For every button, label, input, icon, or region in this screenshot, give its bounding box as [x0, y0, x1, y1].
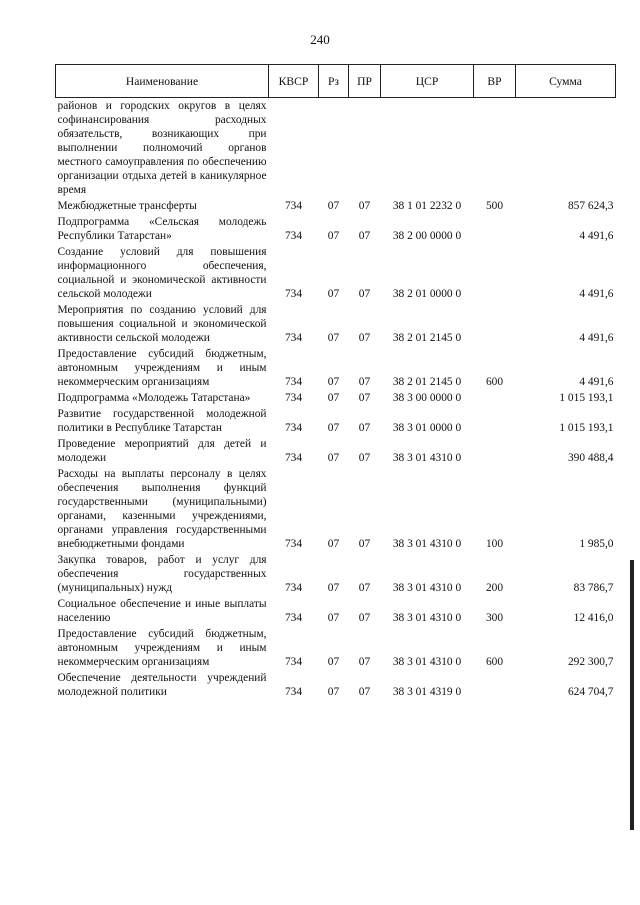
table-row — [56, 244, 616, 302]
cell-pr: 07 — [358, 422, 371, 434]
cell-pr: 07 — [358, 538, 371, 550]
cell-rz: 07 — [327, 452, 340, 464]
header-sum: Сумма — [516, 65, 616, 98]
cell-pr: 07 — [358, 582, 371, 594]
cell-csr: 38 3 01 4310 0 — [392, 452, 462, 464]
budget-table — [55, 64, 616, 700]
cell-vr — [474, 436, 516, 466]
page-number: 240 — [310, 32, 330, 47]
cell-sum: 857 624,3 — [567, 200, 614, 212]
cell-vr: 600 — [485, 376, 504, 388]
cell-pr: 07 — [358, 288, 371, 300]
scan-edge-mark — [630, 560, 634, 830]
cell-rz: 07 — [327, 656, 340, 668]
cell-kvsr: 734 — [284, 686, 303, 698]
cell-vr — [474, 406, 516, 436]
cell-vr — [474, 670, 516, 700]
cell-pr: 07 — [358, 376, 371, 388]
table-header-row — [56, 65, 616, 98]
cell-csr: 38 2 01 2145 0 — [392, 332, 462, 344]
cell-vr: 100 — [485, 538, 504, 550]
cell-vr — [474, 302, 516, 346]
cell-rz: 07 — [327, 288, 340, 300]
cell-kvsr: 734 — [284, 288, 303, 300]
cell-csr: 38 3 01 0000 0 — [392, 422, 462, 434]
table-row — [56, 214, 616, 244]
table-row — [56, 346, 616, 390]
cell-vr — [474, 98, 516, 199]
cell-csr: 38 1 01 2232 0 — [392, 200, 462, 212]
cell-sum: 4 491,6 — [579, 332, 614, 344]
cell-name: районов и городских округов в целях софинансирования расходных обязательств, возникающих при выполнении полномочий органов местного самоуправления по обеспечению организации отдыха детей в каникулярное время — [57, 100, 267, 196]
cell-rz — [319, 98, 349, 199]
cell-kvsr: 734 — [284, 230, 303, 242]
cell-vr: 600 — [485, 656, 504, 668]
cell-sum: 12 416,0 — [573, 612, 614, 624]
cell-csr: 38 2 01 0000 0 — [392, 288, 462, 300]
cell-name: Подпрограмма «Сельская молодежь Республики Татарстан» — [57, 216, 267, 242]
cell-rz: 07 — [327, 230, 340, 242]
cell-kvsr — [269, 98, 319, 199]
table-row — [56, 390, 616, 406]
cell-sum: 1 015 193,1 — [559, 422, 614, 434]
cell-sum: 4 491,6 — [579, 288, 614, 300]
cell-kvsr: 734 — [284, 392, 303, 404]
cell-kvsr: 734 — [284, 422, 303, 434]
cell-sum: 624 704,7 — [567, 686, 614, 698]
cell-name: Закупка товаров, работ и услуг для обеспечения государственных (муниципальных) нужд — [57, 554, 267, 594]
cell-rz: 07 — [327, 376, 340, 388]
cell-sum: 1 985,0 — [579, 538, 614, 550]
cell-pr: 07 — [358, 392, 371, 404]
cell-rz: 07 — [327, 538, 340, 550]
table-row — [56, 466, 616, 552]
table-row — [56, 98, 616, 199]
cell-csr — [381, 98, 474, 199]
cell-rz: 07 — [327, 686, 340, 698]
cell-csr: 38 3 01 4310 0 — [392, 612, 462, 624]
table-row — [56, 406, 616, 436]
cell-sum: 292 300,7 — [567, 656, 614, 668]
cell-kvsr: 734 — [284, 612, 303, 624]
table-row — [56, 552, 616, 596]
cell-pr: 07 — [358, 200, 371, 212]
cell-vr: 200 — [485, 582, 504, 594]
cell-csr: 38 2 00 0000 0 — [392, 230, 462, 242]
cell-name: Мероприятия по созданию условий для повышения социальной и экономической активности сельской молодежи — [57, 304, 267, 344]
cell-kvsr: 734 — [284, 656, 303, 668]
cell-name: Подпрограмма «Молодежь Татарстана» — [57, 392, 251, 404]
cell-csr: 38 3 01 4310 0 — [392, 582, 462, 594]
cell-rz: 07 — [327, 332, 340, 344]
cell-csr: 38 2 01 2145 0 — [392, 376, 462, 388]
table-body — [56, 98, 616, 701]
cell-kvsr: 734 — [284, 538, 303, 550]
cell-kvsr: 734 — [284, 582, 303, 594]
cell-vr — [474, 214, 516, 244]
cell-pr: 07 — [358, 656, 371, 668]
table-row — [56, 670, 616, 700]
cell-rz: 07 — [327, 582, 340, 594]
header-rz: Рз — [319, 65, 349, 98]
table-row — [56, 626, 616, 670]
cell-kvsr: 734 — [284, 452, 303, 464]
cell-csr: 38 3 01 4319 0 — [392, 686, 462, 698]
cell-name: Межбюджетные трансферты — [57, 200, 197, 212]
cell-name: Проведение мероприятий для детей и молодежи — [57, 438, 267, 464]
cell-sum: 1 015 193,1 — [559, 392, 614, 404]
cell-pr: 07 — [358, 230, 371, 242]
cell-pr: 07 — [358, 452, 371, 464]
cell-rz: 07 — [327, 200, 340, 212]
cell-sum: 4 491,6 — [579, 376, 614, 388]
cell-csr: 38 3 00 0000 0 — [392, 392, 462, 404]
cell-name: Социальное обеспечение и иные выплаты населению — [57, 598, 267, 624]
cell-name: Развитие государственной молодежной политики в Республике Татарстан — [57, 408, 267, 434]
table-row — [56, 596, 616, 626]
cell-sum — [516, 98, 616, 199]
cell-pr: 07 — [358, 686, 371, 698]
cell-sum: 83 786,7 — [573, 582, 614, 594]
cell-name: Создание условий для повышения информационного обеспечения, социальной и экономической активности сельской молодежи — [57, 246, 267, 300]
cell-sum: 390 488,4 — [567, 452, 614, 464]
cell-pr: 07 — [358, 332, 371, 344]
cell-vr — [474, 390, 516, 406]
cell-kvsr: 734 — [284, 332, 303, 344]
header-csr: ЦСР — [381, 65, 474, 98]
cell-vr — [474, 244, 516, 302]
header-name: Наименование — [56, 65, 269, 98]
cell-csr: 38 3 01 4310 0 — [392, 656, 462, 668]
cell-name: Предоставление субсидий бюджетным, автономным учреждениям и иным некоммерческим организациям — [57, 348, 267, 388]
cell-rz: 07 — [327, 612, 340, 624]
table-row — [56, 436, 616, 466]
cell-kvsr: 734 — [284, 200, 303, 212]
cell-pr: 07 — [358, 612, 371, 624]
cell-rz: 07 — [327, 392, 340, 404]
cell-sum: 4 491,6 — [579, 230, 614, 242]
cell-vr: 500 — [485, 200, 504, 212]
cell-name: Обеспечение деятельности учреждений молодежной политики — [57, 672, 267, 698]
cell-rz: 07 — [327, 422, 340, 434]
cell-name: Предоставление субсидий бюджетным, автономным учреждениям и иным некоммерческим организациям — [57, 628, 267, 668]
cell-pr — [349, 98, 381, 199]
header-kvsr: КВСР — [269, 65, 319, 98]
header-pr: ПР — [349, 65, 381, 98]
cell-vr: 300 — [485, 612, 504, 624]
cell-kvsr: 734 — [284, 376, 303, 388]
cell-name: Расходы на выплаты персоналу в целях обеспечения выполнения функций государственными (муниципальными) органами, казенными учреждениями, органами управления государственными внебюджетными фондами — [57, 468, 267, 550]
cell-csr: 38 3 01 4310 0 — [392, 538, 462, 550]
table-row — [56, 198, 616, 214]
table-row — [56, 302, 616, 346]
header-vr: ВР — [474, 65, 516, 98]
